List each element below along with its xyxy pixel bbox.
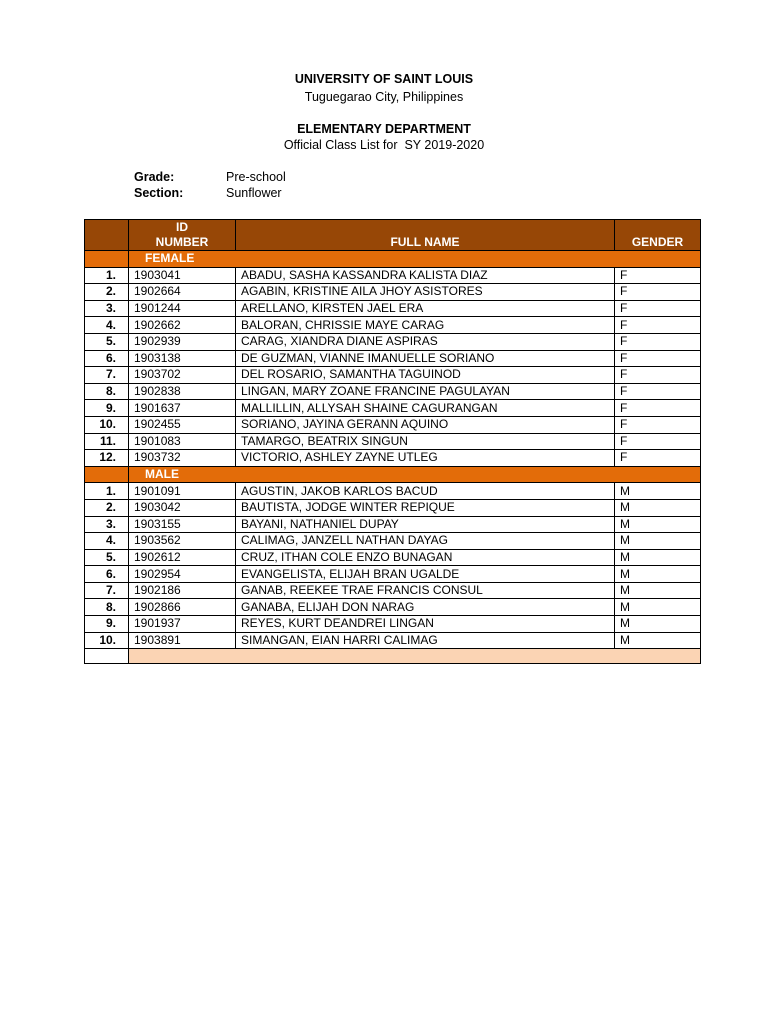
row-number: 10. xyxy=(85,416,129,433)
student-name: SIMANGAN, EIAN HARRI CALIMAG xyxy=(236,632,615,649)
row-number: 1. xyxy=(85,267,129,284)
student-id: 1901083 xyxy=(129,433,236,450)
student-name: CARAG, XIANDRA DIANE ASPIRAS xyxy=(236,333,615,350)
student-name: AGABIN, KRISTINE AILA JHOY ASISTORES xyxy=(236,284,615,301)
section-label: FEMALE xyxy=(129,251,701,268)
student-id: 1902662 xyxy=(129,317,236,334)
table-row xyxy=(85,333,701,350)
department-name: ELEMENTARY DEPARTMENT xyxy=(297,122,471,136)
class-list-table xyxy=(84,219,701,664)
grade-value: Pre-school xyxy=(226,170,286,184)
table-row xyxy=(85,632,701,649)
student-name: DEL ROSARIO, SAMANTHA TAGUINOD xyxy=(236,367,615,384)
student-name: DE GUZMAN, VIANNE IMANUELLE SORIANO xyxy=(236,350,615,367)
header-id-line2: NUMBER xyxy=(155,235,209,249)
university-name: UNIVERSITY OF SAINT LOUIS xyxy=(294,72,474,86)
student-id: 1903702 xyxy=(129,367,236,384)
section-female xyxy=(85,251,701,268)
empty-fill-cell xyxy=(129,649,701,664)
header-full-name: FULL NAME xyxy=(236,220,615,251)
student-name: MALLILLIN, ALLYSAH SHAINE CAGURANGAN xyxy=(236,400,615,417)
student-id: 1901091 xyxy=(129,483,236,500)
student-id: 1903042 xyxy=(129,499,236,516)
row-number: 3. xyxy=(85,516,129,533)
student-id: 1901937 xyxy=(129,616,236,633)
student-gender: M xyxy=(615,632,701,649)
student-gender: M xyxy=(615,499,701,516)
student-name: TAMARGO, BEATRIX SINGUN xyxy=(236,433,615,450)
grade-row xyxy=(134,170,286,184)
student-gender: F xyxy=(615,383,701,400)
student-gender: M xyxy=(615,582,701,599)
student-id: 1902866 xyxy=(129,599,236,616)
student-gender: F xyxy=(615,267,701,284)
table-row xyxy=(85,599,701,616)
student-gender: M xyxy=(615,599,701,616)
class-list-title: Official Class List for SY 2019-2020 xyxy=(283,138,485,152)
table-row xyxy=(85,367,701,384)
table-row xyxy=(85,582,701,599)
grade-label: Grade: xyxy=(134,170,175,184)
student-id: 1902186 xyxy=(129,582,236,599)
row-number: 8. xyxy=(85,599,129,616)
student-gender: M xyxy=(615,533,701,550)
row-number: 5. xyxy=(85,549,129,566)
table-row xyxy=(85,433,701,450)
student-id: 1902664 xyxy=(129,284,236,301)
student-gender: F xyxy=(615,350,701,367)
university-location: Tuguegarao City, Philippines xyxy=(304,90,464,104)
section-row xyxy=(134,186,282,200)
row-number: 9. xyxy=(85,616,129,633)
section-value: Sunflower xyxy=(226,186,282,200)
table-header-row xyxy=(85,220,701,251)
student-name: VICTORIO, ASHLEY ZAYNE UTLEG xyxy=(236,450,615,467)
student-id: 1902954 xyxy=(129,566,236,583)
row-number: 7. xyxy=(85,582,129,599)
student-name: CALIMAG, JANZELL NATHAN DAYAG xyxy=(236,533,615,550)
table-row xyxy=(85,267,701,284)
table-row xyxy=(85,416,701,433)
student-name: CRUZ, ITHAN COLE ENZO BUNAGAN xyxy=(236,549,615,566)
row-number: 12. xyxy=(85,450,129,467)
student-name: REYES, KURT DEANDREI LINGAN xyxy=(236,616,615,633)
table-row xyxy=(85,483,701,500)
table-row xyxy=(85,499,701,516)
row-number: 4. xyxy=(85,533,129,550)
row-number: 8. xyxy=(85,383,129,400)
table-row xyxy=(85,400,701,417)
header-gender: GENDER xyxy=(615,220,701,251)
table-row xyxy=(85,317,701,334)
table-body xyxy=(85,251,701,664)
row-number: 11. xyxy=(85,433,129,450)
student-name: GANAB, REEKEE TRAE FRANCIS CONSUL xyxy=(236,582,615,599)
student-gender: F xyxy=(615,317,701,334)
row-number: 1. xyxy=(85,483,129,500)
student-gender: M xyxy=(615,549,701,566)
empty-row xyxy=(85,649,701,664)
row-number: 2. xyxy=(85,284,129,301)
student-name: GANABA, ELIJAH DON NARAG xyxy=(236,599,615,616)
row-number: 7. xyxy=(85,367,129,384)
student-id: 1902939 xyxy=(129,333,236,350)
section-label: Section: xyxy=(134,186,184,200)
student-gender: M xyxy=(615,566,701,583)
section-male xyxy=(85,466,701,483)
table-row xyxy=(85,450,701,467)
table-row xyxy=(85,533,701,550)
table-row xyxy=(85,516,701,533)
table-row xyxy=(85,284,701,301)
student-gender: F xyxy=(615,300,701,317)
row-number: 10. xyxy=(85,632,129,649)
student-gender: F xyxy=(615,416,701,433)
student-id: 1902838 xyxy=(129,383,236,400)
table-row xyxy=(85,566,701,583)
table-row xyxy=(85,350,701,367)
student-name: BAYANI, NATHANIEL DUPAY xyxy=(236,516,615,533)
empty-number-cell xyxy=(85,649,129,664)
student-gender: F xyxy=(615,367,701,384)
student-gender: F xyxy=(615,433,701,450)
row-number: 6. xyxy=(85,350,129,367)
student-name: ABADU, SASHA KASSANDRA KALISTA DIAZ xyxy=(236,267,615,284)
student-gender: M xyxy=(615,483,701,500)
student-gender: M xyxy=(615,616,701,633)
table-row xyxy=(85,300,701,317)
student-name: BAUTISTA, JODGE WINTER REPIQUE xyxy=(236,499,615,516)
row-number: 5. xyxy=(85,333,129,350)
student-id: 1903155 xyxy=(129,516,236,533)
section-label: MALE xyxy=(129,466,701,483)
student-name: EVANGELISTA, ELIJAH BRAN UGALDE xyxy=(236,566,615,583)
student-gender: F xyxy=(615,400,701,417)
header-number-cell xyxy=(85,220,129,251)
row-number: 4. xyxy=(85,317,129,334)
student-id: 1903891 xyxy=(129,632,236,649)
student-id: 1902455 xyxy=(129,416,236,433)
student-name: SORIANO, JAYINA GERANN AQUINO xyxy=(236,416,615,433)
student-gender: F xyxy=(615,333,701,350)
student-name: BALORAN, CHRISSIE MAYE CARAG xyxy=(236,317,615,334)
student-name: ARELLANO, KIRSTEN JAEL ERA xyxy=(236,300,615,317)
student-gender: F xyxy=(615,284,701,301)
student-id: 1901637 xyxy=(129,400,236,417)
header-id-number xyxy=(129,220,236,251)
student-id: 1903732 xyxy=(129,450,236,467)
student-id: 1903138 xyxy=(129,350,236,367)
student-id: 1903562 xyxy=(129,533,236,550)
table-row xyxy=(85,616,701,633)
row-number: 2. xyxy=(85,499,129,516)
header-id-line1: ID xyxy=(176,220,188,234)
student-name: AGUSTIN, JAKOB KARLOS BACUD xyxy=(236,483,615,500)
student-name: LINGAN, MARY ZOANE FRANCINE PAGULAYAN xyxy=(236,383,615,400)
section-number-cell xyxy=(85,466,129,483)
row-number: 6. xyxy=(85,566,129,583)
table-row xyxy=(85,383,701,400)
row-number: 3. xyxy=(85,300,129,317)
student-gender: M xyxy=(615,516,701,533)
row-number: 9. xyxy=(85,400,129,417)
table-row xyxy=(85,549,701,566)
student-id: 1902612 xyxy=(129,549,236,566)
student-id: 1903041 xyxy=(129,267,236,284)
student-gender: F xyxy=(615,450,701,467)
section-number-cell xyxy=(85,251,129,268)
student-id: 1901244 xyxy=(129,300,236,317)
